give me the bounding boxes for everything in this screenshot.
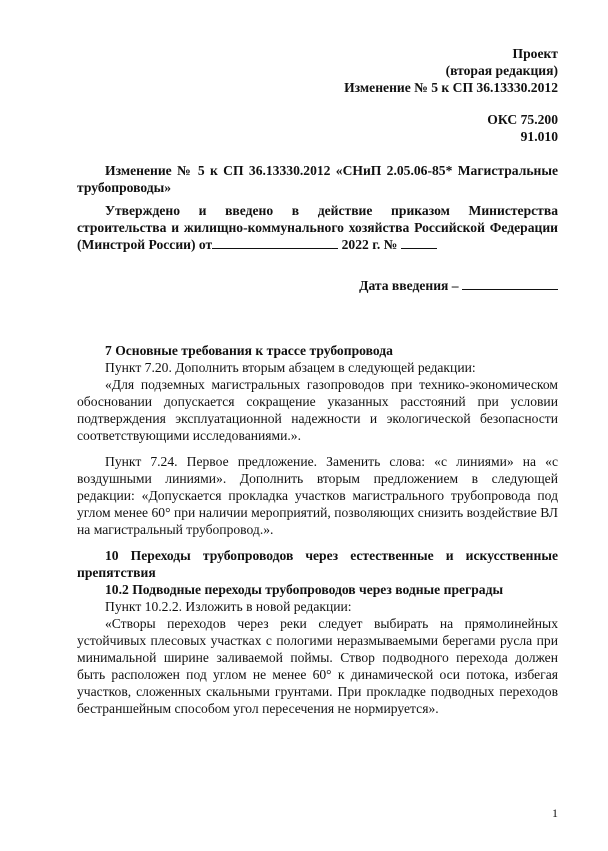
approval-number-blank [401,236,437,249]
amendment-reference: Изменение № 5 к СП 36.13330.2012 [344,80,558,95]
effective-date-label: Дата введения – [359,278,459,293]
approval-text: Утверждено и введено в действие приказом Министерства строительства и жилищно-коммунального хозяйства Российской Федерации (Минстрой России) от [77,203,558,252]
document-title: Изменение № 5 к СП 36.13330.2012 «СНиП 2.05.06-85* Магистральные трубопроводы» [77,163,558,195]
edition-label: (вторая редакция) [445,63,558,78]
oks-codes [487,111,558,145]
oks-code-2: 91.010 [520,129,558,144]
section-7-heading: 7 Основные требования к трассе трубопровода [105,343,393,358]
project-header [344,45,558,96]
effective-date [359,277,558,294]
page-number: 1 [552,806,558,820]
oks-code-1: ОКС 75.200 [487,112,558,127]
approval-year: 2022 г. № [341,237,398,252]
section-7-p3: Пункт 7.24. Первое предложение. Заменить слова: «с линиями» на «с воздушными линиями». Дополнить вторым предложением в следующей редакции: «Допускается прокладка участков магистрального трубопровода под углом менее 60° при наличии мероприятий, позволяющих снизить воздействие ВЛ на магистральный трубопровод.». [77,454,558,537]
section-10-2-heading: 10.2 Подводные переходы трубопроводов через водные преграды [105,582,504,597]
effective-date-blank [462,277,558,290]
approval-statement [77,202,558,253]
section-7-p1: Пункт 7.20. Дополнить вторым абзацем в следующей редакции: [105,360,476,375]
project-label: Проект [512,46,558,61]
approval-date-blank [212,236,338,249]
section-7-p2: «Для подземных магистральных газопроводов при технико-экономическом обосновании допускается сокращение указанных расстояний при условии подтверждения эксплуатационной надежности и экологической безопасности соответствующими исследованиями.». [77,377,558,443]
section-10-p2: «Створы переходов через реки следует выбирать на прямолинейных устойчивых плесовых участках с пологими неразмываемыми берегами русла при минимальной ширине заливаемой поймы. Створ подводного перехода должен быть расположен под углом не менее 60° к динамической оси потока, избегая участков, сложенных скальными грунтами. При прокладке подводных переходов бестраншейным способом угол пересечения не нормируется». [77,616,558,716]
section-10-p1: Пункт 10.2.2. Изложить в новой редакции: [105,599,352,614]
section-10-heading: 10 Переходы трубопроводов через естественные и искусственные препятствия [77,548,558,580]
